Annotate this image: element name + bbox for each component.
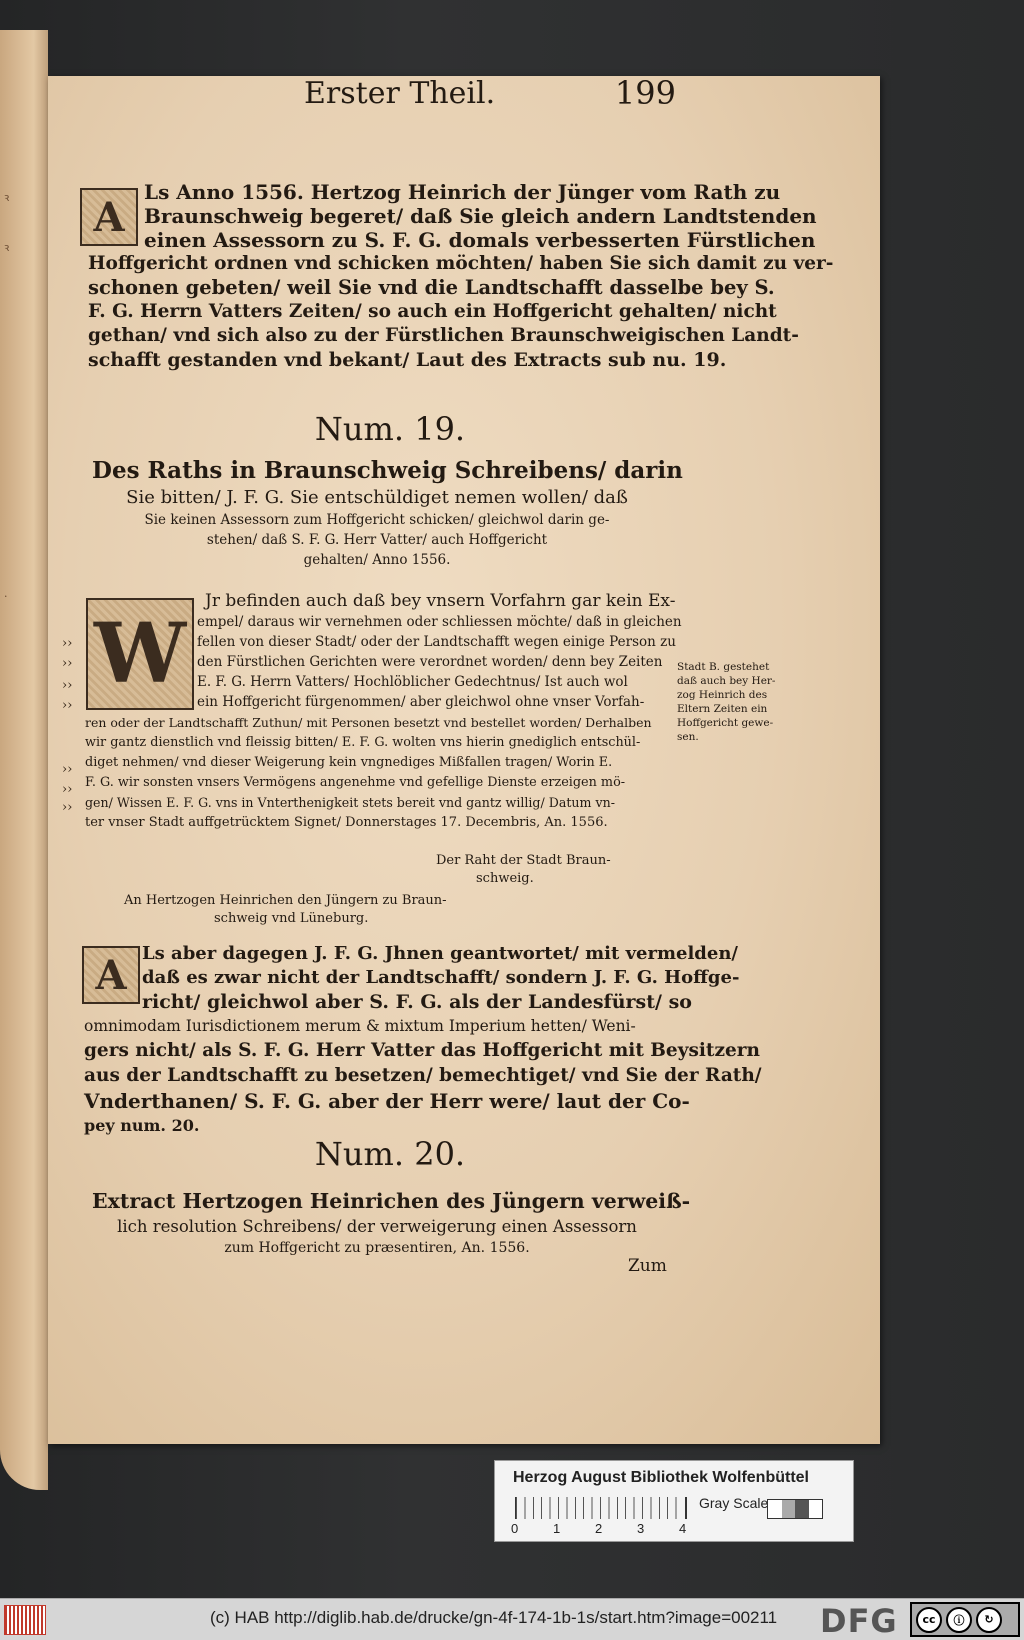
text-line: schonen gebeten/ weil Sie vnd die Landtschafft dasselbe bey S. bbox=[88, 276, 775, 299]
text-line: ter vnser Stadt auffgetrücktem Signet/ Donnerstages 17. Decembris, An. 1556. bbox=[85, 815, 608, 830]
quote-mark: ›› bbox=[62, 636, 73, 651]
text-line: daß auch bey Her- bbox=[677, 675, 776, 687]
text-line: daß es zwar nicht der Landtschafft/ sondern J. F. G. Hoffge- bbox=[142, 967, 740, 988]
text-line: richt/ gleichwol aber S. F. G. als der Landesfürst/ so bbox=[142, 991, 692, 1013]
ruler-number: 4 bbox=[679, 1521, 687, 1536]
text-line: stehen/ daß S. F. G. Herr Vatter/ auch Hoffgericht bbox=[206, 532, 548, 548]
gray-scale-swatches bbox=[767, 1499, 823, 1519]
text-line: einen Assessorn zu S. F. G. domals verbesserten Fürstlichen bbox=[144, 228, 816, 252]
text-line: gethan/ vnd sich also zu der Fürstlichen Braunschweigischen Landt- bbox=[88, 325, 799, 346]
text-line: Vnderthanen/ S. F. G. aber der Herr were/ laut der Co- bbox=[84, 1089, 690, 1113]
footer-bar bbox=[0, 1598, 1024, 1640]
sa-icon: ↻ bbox=[976, 1607, 1002, 1633]
text-line: gen/ Wissen E. F. G. vns in Vnterthenigkeit stets bereit vnd gantz willig/ Datum vn- bbox=[85, 795, 615, 810]
text-line: Braunschweig begeret/ daß Sie gleich andern Landtstenden bbox=[144, 204, 817, 228]
text-line: Des Raths in Braunschweig Schreibens/ darin bbox=[92, 457, 683, 484]
text-line: Ls aber dagegen J. F. G. Jhnen geantwortet/ mit vermelden/ bbox=[142, 943, 739, 964]
quote-mark: ›› bbox=[62, 656, 73, 671]
text-line: diget nehmen/ vnd dieser Weigerung kein vngnediges Mißfallen tragen/ Worin E. bbox=[85, 755, 613, 770]
text-line: schweig vnd Lüneburg. bbox=[214, 911, 369, 926]
barcode-icon bbox=[4, 1605, 46, 1635]
by-icon: ⓘ bbox=[946, 1607, 972, 1633]
text-line: gers nicht/ als S. F. G. Herr Vatter das Hoffgericht mit Beysitzern bbox=[84, 1040, 760, 1061]
ruler-scale bbox=[515, 1497, 684, 1519]
creative-commons-icon[interactable] bbox=[910, 1602, 1020, 1637]
text-line: empel/ daraus wir vernehmen oder schliessen möchte/ daß in gleichen bbox=[197, 614, 682, 630]
running-head bbox=[256, 76, 676, 116]
page-number: 199 bbox=[614, 74, 676, 112]
text-line: fellen von dieser Stadt/ oder der Landtschafft wegen einige Person zu bbox=[197, 634, 676, 650]
text-line: lich resolution Schreibens/ der verweigerung einen Assessorn bbox=[117, 1217, 637, 1236]
heading-num-19: Num. 19. bbox=[314, 410, 466, 448]
text-line: Ls Anno 1556. Hertzog Heinrich der Jünger vom Rath zu bbox=[144, 180, 781, 204]
text-line: zog Heinrich des bbox=[677, 689, 768, 701]
text-line: den Fürstlichen Gerichten were verordnet worden/ denn bey Zeiten bbox=[197, 654, 663, 670]
text-line: Eltern Zeiten ein bbox=[677, 703, 768, 715]
heading-subtitle-20 bbox=[92, 1188, 691, 1258]
text-line: schweig. bbox=[476, 871, 534, 886]
text-line: Stadt B. gestehet bbox=[677, 661, 770, 673]
running-title: Erster Theil. bbox=[304, 76, 496, 111]
signature bbox=[436, 852, 611, 888]
text-line: Sie keinen Assessorn zum Hoffgericht schicken/ gleichwol darin ge- bbox=[144, 512, 610, 528]
quote-mark: ›› bbox=[62, 800, 73, 815]
copyright-url[interactable]: (c) HAB http://diglib.hab.de/drucke/gn-4f-174-1b-1s/start.htm?image=00211 bbox=[210, 1608, 778, 1627]
dropcap-w: W bbox=[86, 598, 194, 710]
ruler-end bbox=[685, 1497, 687, 1519]
text-line: schafft gestanden vnd bekant/ Laut des Extracts sub nu. 19. bbox=[88, 349, 727, 371]
text-line: E. F. G. Herrn Vatters/ Hochlöblicher Gedechtnus/ Ist auch wol bbox=[197, 674, 628, 690]
text-line: Extract Hertzogen Heinrichen des Jüngern verweiß- bbox=[92, 1189, 691, 1213]
text-line: omnimodam Iurisdictionem merum & mixtum Imperium hetten/ Weni- bbox=[84, 1017, 636, 1035]
dropcap-a: A bbox=[82, 946, 140, 1004]
heading-subtitle-19 bbox=[92, 456, 683, 570]
library-name: Herzog August Bibliothek Wolfenbüttel bbox=[513, 1469, 809, 1486]
text-line: An Hertzogen Heinrichen den Jüngern zu Braun- bbox=[124, 893, 447, 908]
text-line: gehalten/ Anno 1556. bbox=[303, 552, 451, 568]
address bbox=[124, 892, 447, 928]
heading-num-20: Num. 20. bbox=[314, 1135, 466, 1173]
text-line: ren oder der Landtschafft Zuthun/ mit Personen besetzt vnd bestellet worden/ Derhalben bbox=[85, 715, 652, 730]
text-line: Hoffgericht ordnen vnd schicken möchten/ haben Sie sich damit zu ver- bbox=[88, 253, 834, 274]
text-line: F. G. wir sonsten vnsers Vermögens angenehme vnd gefellige Dienste erzeigen mö- bbox=[85, 775, 626, 790]
text-line: wir gantz dienstlich vnd fleissig bitten/ E. F. G. wolten vns hierin gnediglich entschül- bbox=[85, 735, 641, 750]
ruler-number: 0 bbox=[511, 1521, 519, 1536]
dfg-logo: DFG bbox=[820, 1602, 898, 1640]
dropcap-a: A bbox=[80, 188, 138, 246]
margin-note bbox=[677, 660, 797, 744]
quote-mark: ›› bbox=[62, 782, 73, 797]
cc-icon: cc bbox=[916, 1607, 942, 1633]
ruler-number: 2 bbox=[595, 1521, 603, 1536]
text-line: sen. bbox=[677, 731, 699, 743]
library-label-card bbox=[494, 1460, 854, 1542]
quote-mark: ›› bbox=[62, 698, 73, 713]
text-line: Hoffgericht gewe- bbox=[677, 717, 774, 729]
text-line: Der Raht der Stadt Braun- bbox=[436, 853, 611, 868]
text-line: ein Hoffgericht fürgenommen/ aber gleichwol ohne vnser Vorfah- bbox=[197, 694, 645, 710]
text-line: Sie bitten/ J. F. G. Sie entschüldiget nemen wollen/ daß bbox=[126, 487, 628, 508]
quote-mark: ›› bbox=[62, 762, 73, 777]
text-line: zum Hoffgericht zu præsentiren, An. 1556. bbox=[224, 1240, 530, 1256]
text-line: aus der Landtschafft zu besetzen/ bemechtiget/ vnd Sie der Rath/ bbox=[84, 1065, 762, 1086]
text-line: pey num. 20. bbox=[84, 1116, 200, 1135]
previous-page-edge: ꝛ ꝛ · bbox=[0, 30, 48, 1490]
text-line: Jr befinden auch daß bey vnsern Vorfahrn gar kein Ex- bbox=[205, 591, 676, 611]
quote-mark: ›› bbox=[62, 678, 73, 693]
ruler-number: 1 bbox=[553, 1521, 561, 1536]
text-line: F. G. Herrn Vatters Zeiten/ so auch ein Hoffgericht gehalten/ nicht bbox=[88, 301, 777, 322]
gray-scale-label: Gray Scale bbox=[699, 1495, 769, 1511]
ruler-number: 3 bbox=[637, 1521, 645, 1536]
catchword: Zum bbox=[628, 1256, 667, 1276]
